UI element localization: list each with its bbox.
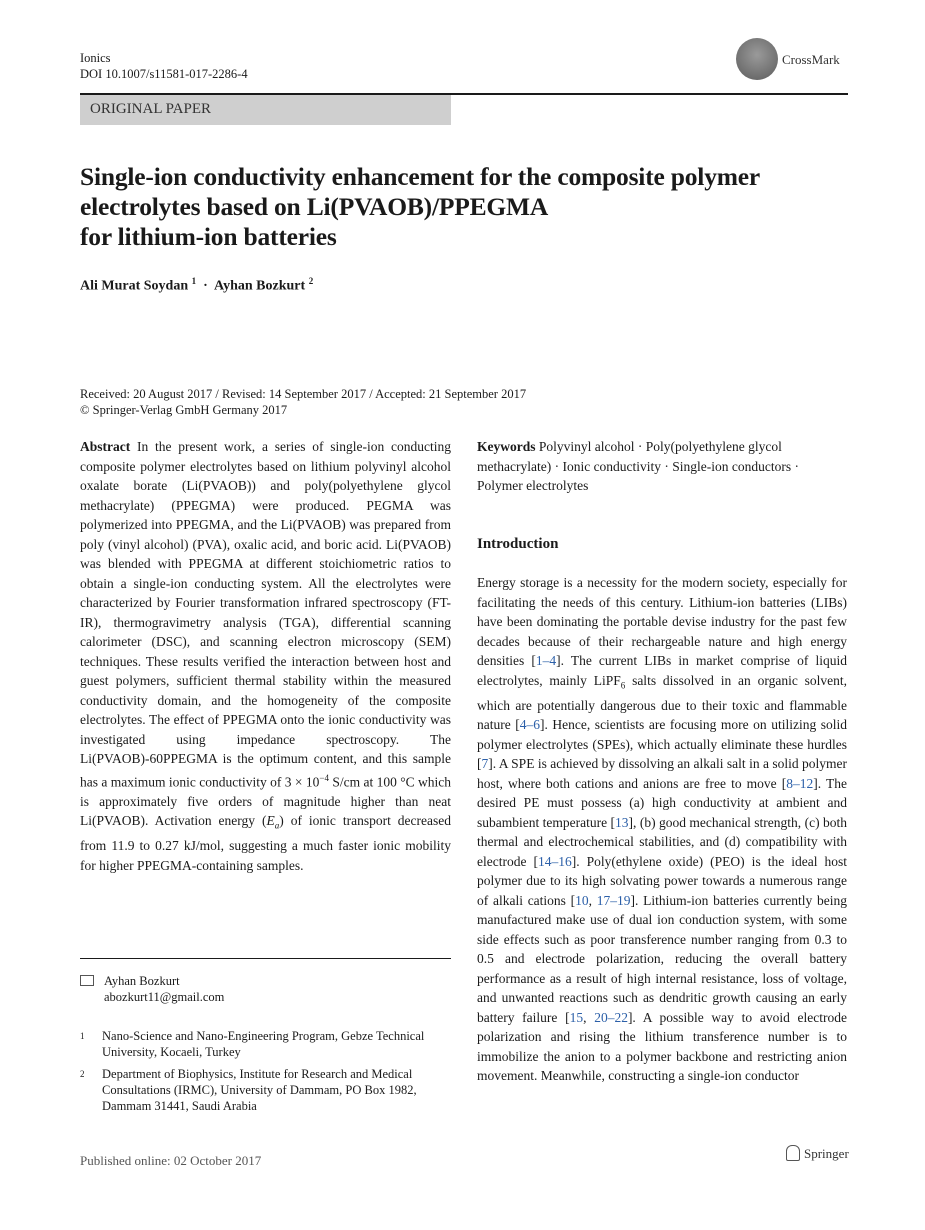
citation-link[interactable]: 8–12 [786,775,814,791]
abstract-text: ) of ionic transport decreased from 11.9 to 0.27 kJ/mol, suggesting a much faster ionic mobility for higher PPEGMA-containing samples. [80,813,451,873]
affiliation-number: 1 [80,1031,85,1041]
activation-energy-symbol: E [266,813,275,828]
doi: DOI 10.1007/s11581-017-2286-4 [80,67,248,81]
citation-link[interactable]: 20–22 [594,1009,628,1025]
publisher-name: Springer [804,1146,849,1161]
journal-name: Ionics [80,51,111,65]
intro-text: ]. The desired PE must possess (a) high conductivity at ambient and subambient temperature [ [477,775,847,830]
citation-link[interactable]: 1–4 [535,653,557,668]
intro-text: ]. A SPE is achieved by dissolving an alkali salt in a solid polymer host, where both cations and anions are free to move [ [477,756,847,791]
citation-link[interactable]: 17–19 [596,892,631,908]
crossmark-badge[interactable] [736,38,848,82]
author-name[interactable]: Ayhan Bozkurt [214,278,306,294]
article-dates [80,386,526,418]
crossmark-icon [736,38,778,80]
introduction-text [477,573,847,1086]
intro-text: ]. A possible way to avoid electrode polarization and rising the lithium transference number is to immobilize the anion to a polymer backbone and restricting anion movement. Meanwhile, constructing a single-ion conductor [477,1009,847,1084]
crossmark-label: CrossMark [782,52,840,67]
journal-header [80,50,248,82]
received-dates: Received: 20 August 2017 / Revised: 14 September 2017 / Accepted: 21 September 2017 [80,387,527,401]
intro-text: , [583,1009,595,1025]
citation-link[interactable]: 10 [575,892,589,908]
abstract [80,437,451,875]
citation-link[interactable]: 14–16 [538,853,572,869]
intro-text: ]. Hence, scientists are focusing more on utilizing solid polymer electrolytes (SPEs), which actually eliminate these hurdles [ [477,717,847,772]
abstract-label: Abstract [80,439,131,454]
publisher-logo [786,1145,849,1162]
subscript: 6 [620,680,626,691]
intro-text: ]. Poly(ethylene oxide) (PEO) is the ideal host polymer due to its high solvating power towards a numerous range of alkali cations [ [477,853,847,908]
citation-link[interactable]: 7 [481,756,489,772]
corresponding-author: Ayhan Bozkurt [104,974,180,988]
title-line: electrolytes based on Li(PVAOB)/PPEGMA [80,192,549,221]
abstract-text: S/cm at 100 °C which is approximately five orders of magnitude higher than neat Li(PVAOB). Activation energy ( [80,774,451,828]
footnote-rule [80,958,451,959]
author-separator: · [199,278,212,294]
keywords [477,437,847,496]
citation-link[interactable]: 4–6 [519,717,541,733]
affiliation-number: 2 [80,1069,85,1079]
intro-text: ], (b) good mechanical strength, (c) both thermal and electrochemical stabilities, and (d) compatibility with electrode [ [477,814,847,869]
affiliation [80,1066,451,1114]
keywords-label: Keywords [477,439,536,454]
abstract-text: In the present work, a series of single-ion conducting composite polymer electrolytes based on lithium polyvinyl alcohol oxalate borate (Li(PVAOB)) and poly(polyethylene glycol methacrylate) (PPEGMA) were produced. PEGMA was polymerized into PPEGMA, and the Li(PVAOB) was prepared from poly (vinyl alcohol) (PVA), oxalic acid, and boric acid. Li(PVAOB) was blended with PPEGMA at different stoichiometric ratios to obtain a single-ion conducting system. All the electrolytes were characterized by Fourier transformation infrared spectroscopy (FT-IR), thermogravimetry analysis (TGA), differential scanning calorimeter (DSC), and scanning electron microscopy (SEM) techniques. These results verified the interaction between host and guest polymers, sufficient thermal stability within the measured conductivity domain, and the homogeneity of the composite electrolytes. The effect of PPEGMA onto the ionic conductivity was investigated using impedance spectroscopy. The Li(PVAOB)-60PPEGMA is the optimum content, and this sample has a maximum ionic conductivity of 3 × 10 [80,439,451,789]
intro-text: ]. The current LIBs in market comprise of liquid electrolytes, mainly LiPF [477,653,847,688]
intro-text: , [588,892,597,908]
intro-text: salts dissolved in an organic solvent, which are potentially dangerous due to their toxic and flammable nature [ [477,672,848,733]
title-line: for lithium-ion batteries [80,222,337,251]
intro-text: Energy storage is a necessity for the modern society, especially for facilitating the needs of this century. Lithium-ion batteries (LIBs) have been dominating the portable devise industry for the past few decades because of their rechargeable nature and high energy densities [ [477,575,847,668]
correspondence [80,973,224,1005]
citation-link[interactable]: 13 [615,814,629,830]
affiliation-text: Nano-Science and Nano-Engineering Program, Gebze Technical University, Kocaeli, Turkey [102,1029,425,1059]
corresponding-email[interactable]: abozkurt11@gmail.com [104,990,225,1004]
affiliation-marker: 1 [191,276,197,286]
author-list [80,276,313,295]
intro-text: ]. Lithium-ion batteries currently being manufactured make use of dual ion conduction system, with some side effects such as poor transference number ranging from 0.3 to 0.5 and electrode polarization, reducing the overall battery performance as a result of high internal resistance, loss of voltage, and unwanted reactions such as dendritic growth causing an early battery failure [ [477,892,847,1025]
title-line: Single-ion conductivity enhancement for the composite polymer [80,162,761,191]
paper-title [80,162,850,252]
section-label: ORIGINAL PAPER [80,95,451,125]
affiliation-marker: 2 [308,276,314,286]
envelope-icon [80,975,94,986]
keywords-text: Polyvinyl alcohol · Poly(polyethylene glycol methacrylate) · Ionic conductivity · Single-ion conductors · Polymer electrolytes [477,439,800,493]
springer-horse-icon [786,1145,800,1161]
affiliation-text: Department of Biophysics, Institute for Research and Medical Consultations (IRMC), University of Dammam, PO Box 1982, Dammam 31441, Saudi Arabia [102,1067,417,1113]
citation-link[interactable]: 15 [569,1009,584,1025]
published-date: Published online: 02 October 2017 [80,1153,262,1168]
abstract-exponent: −4 [319,772,329,783]
author-name[interactable]: Ali Murat Soydan [80,278,189,294]
affiliation [80,1028,451,1060]
introduction-heading: Introduction [477,536,559,552]
activation-energy-subscript: a [274,820,280,831]
copyright: © Springer-Verlag GmbH Germany 2017 [80,403,288,417]
